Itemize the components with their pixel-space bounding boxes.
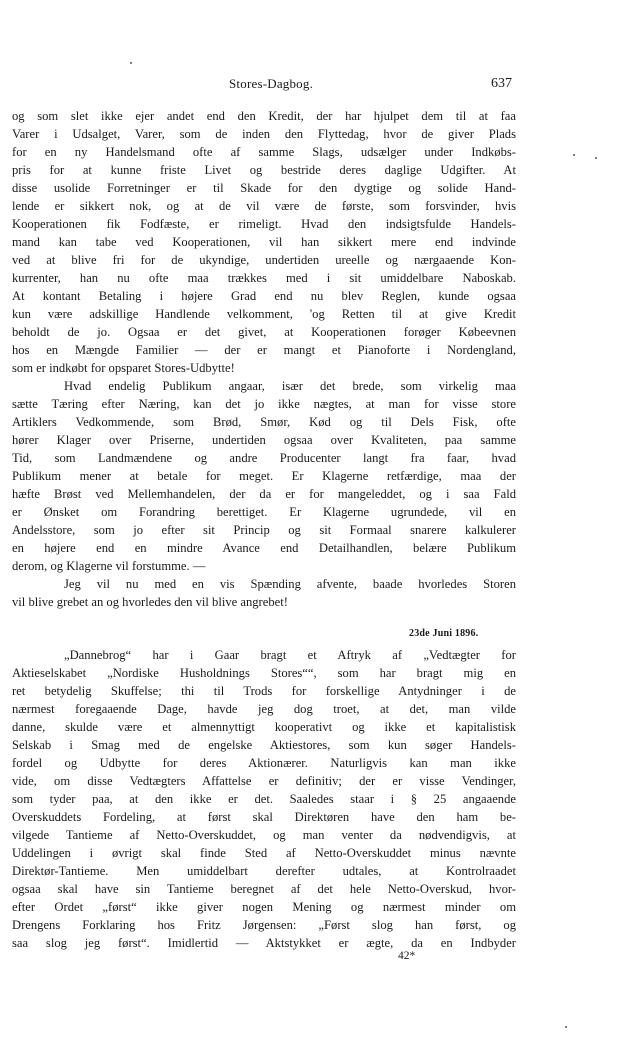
text-line: Varer i Udsalget, Varer, som de inden den Flyttedag, hvor de giver Plads: [12, 127, 516, 141]
sheet-signature: 42*: [398, 950, 416, 962]
text-line: vil blive grebet an og hvorledes den vil blive angrebet!: [12, 595, 288, 609]
text-line: efter Ordet „først“ ikke giver nogen Mening og nærmest minder om: [12, 900, 516, 914]
text-line: saa slog jeg først“. Imidlertid — Aktstykket er ægte, da en Indbyder: [12, 936, 516, 950]
text-line: kurrenter, han nu ofte maa trækkes med i sit umiddelbare Naboskab.: [12, 271, 516, 285]
paper-speck: [565, 1026, 567, 1028]
text-line: ved at blive fri for de ukyndige, undertiden ureelle og nærgaaende Kon-: [12, 253, 516, 267]
text-line: beholdt de jo. Ogsaa er det givet, at Kooperationen forøger Købeevnen: [12, 325, 516, 339]
text-line: danne, skulde være et almennyttigt kooperativt og ikke et kapitalistisk: [12, 720, 516, 734]
entry-dateline: 23de Juni 1896.: [409, 628, 479, 639]
text-line: Tid, som Landmændene og andre Producenter langt fra faar, hvad: [12, 451, 516, 465]
text-line: ogsaa skal have sin Tantieme beregnet af det hele Netto-Overskud, hvor-: [12, 882, 516, 896]
text-line: hos en Mængde Familier — der er mangt et Pianoforte i Nordengland,: [12, 343, 516, 357]
text-line: for en ny Handelsmand ofte af samme Slags, udsælger under Indkøbs-: [12, 145, 516, 159]
text-line: derom, og Klagerne vil forstumme. —: [12, 559, 206, 573]
text-line: Andelsstore, som jo efter sit Princip og sit Formaal snarere kalkulerer: [12, 523, 516, 537]
text-line: Drengens Forklaring hos Fritz Jørgensen: „Først slog han først, og: [12, 918, 516, 932]
paper-speck: [595, 157, 597, 159]
text-line: Selskab i Smag med de engelske Aktiestores, som kun søger Handels-: [12, 738, 516, 752]
text-line: „Dannebrog“ har i Gaar bragt et Aftryk af „Vedtægter for: [64, 648, 516, 662]
text-line: Overskuddets Fordeling, at først skal Direktøren have den ham be-: [12, 810, 516, 824]
text-line: mand kan tabe ved Kooperationen, vil han sikkert mere end indvinde: [12, 235, 516, 249]
text-line: Publikum mener at betale for meget. Er Klagerne retfærdige, maa der: [12, 469, 516, 483]
text-line: som er indkøbt for opsparet Stores-Udbytte!: [12, 361, 235, 375]
text-line: pris for at kunne friste Livet og bestride deres daglige Udgifter. At: [12, 163, 516, 177]
text-line: ret betydelig Skuffelse; thi til Trods for forskellige Antydninger i de: [12, 684, 516, 698]
text-line: At kontant Betaling i højere Grad end nu blev Reglen, kunde ogsaa: [12, 289, 516, 303]
text-line: kun være adskillige Handlende velkomment, 'og Retten til at give Kredit: [12, 307, 516, 321]
text-line: vilgede Tantieme af Netto-Overskuddet, og man venter da nødvendigvis, at: [12, 828, 516, 842]
page-number: 637: [491, 76, 512, 91]
text-line: lende er sikkert nok, og at de vil være de første, som forsvinder, hvis: [12, 199, 516, 213]
paper-speck: [130, 62, 132, 64]
paper-speck: [573, 154, 575, 156]
text-line: hæfte Brøst ved Mellemhandelen, der da er for mangeleddet, og i saa Fald: [12, 487, 516, 501]
text-line: som tyder paa, at den ikke er det. Saaledes staar i § 25 angaaende: [12, 792, 516, 806]
text-line: hører Klager over Priserne, undertiden ogsaa over Kvaliteten, paa samme: [12, 433, 516, 447]
text-line: og som slet ikke ejer andet end den Kredit, der har hjulpet dem til at faa: [12, 109, 516, 123]
text-line: fordel og Udbytte for deres Aktionærer. Naturligvis kan man ikke: [12, 756, 516, 770]
running-title: Stores-Dagbog.: [229, 76, 314, 91]
text-line: Kooperationen fik Fodfæste, er rimeligt. Hvad den indsigtsfulde Handels-: [12, 217, 516, 231]
text-line: vide, om disse Vedtægters Affattelse er definitiv; der er visse Vendinger,: [12, 774, 516, 788]
text-line: en højere end en mindre Avance end Detailhandlen, belære Publikum: [12, 541, 516, 555]
text-line: Hvad endelig Publikum angaar, især det brede, som virkelig maa: [64, 379, 516, 393]
text-line: er Ønsket om Forandring berettiget. Er Klagerne ugrundede, vil en: [12, 505, 516, 519]
text-line: Direktør-Tantieme. Men umiddelbart derefter udtales, at Kontrolraadet: [12, 864, 516, 878]
running-header: [0, 76, 624, 96]
text-line: disse usolide Forretninger er til Skade for den dygtige og solide Hand-: [12, 181, 516, 195]
text-line: sætte Tæring efter Næring, kan det jo ikke nægtes, at man for visse store: [12, 397, 516, 411]
text-line: Uddelingen i øvrigt skal finde Sted af Netto-Overskuddet minus nævnte: [12, 846, 516, 860]
text-line: Aktieselskabet „Nordiske Husholdnings Stores““, som har bragt mig en: [12, 666, 516, 680]
text-line: Jeg vil nu med en vis Spænding afvente, baade hvorledes Storen: [64, 577, 516, 591]
text-line: nærmest foregaaende Dage, havde jeg dog troet, at det, man vilde: [12, 702, 516, 716]
text-line: Artiklers Vedkommende, som Brød, Smør, Kød og til Dels Fisk, ofte: [12, 415, 516, 429]
